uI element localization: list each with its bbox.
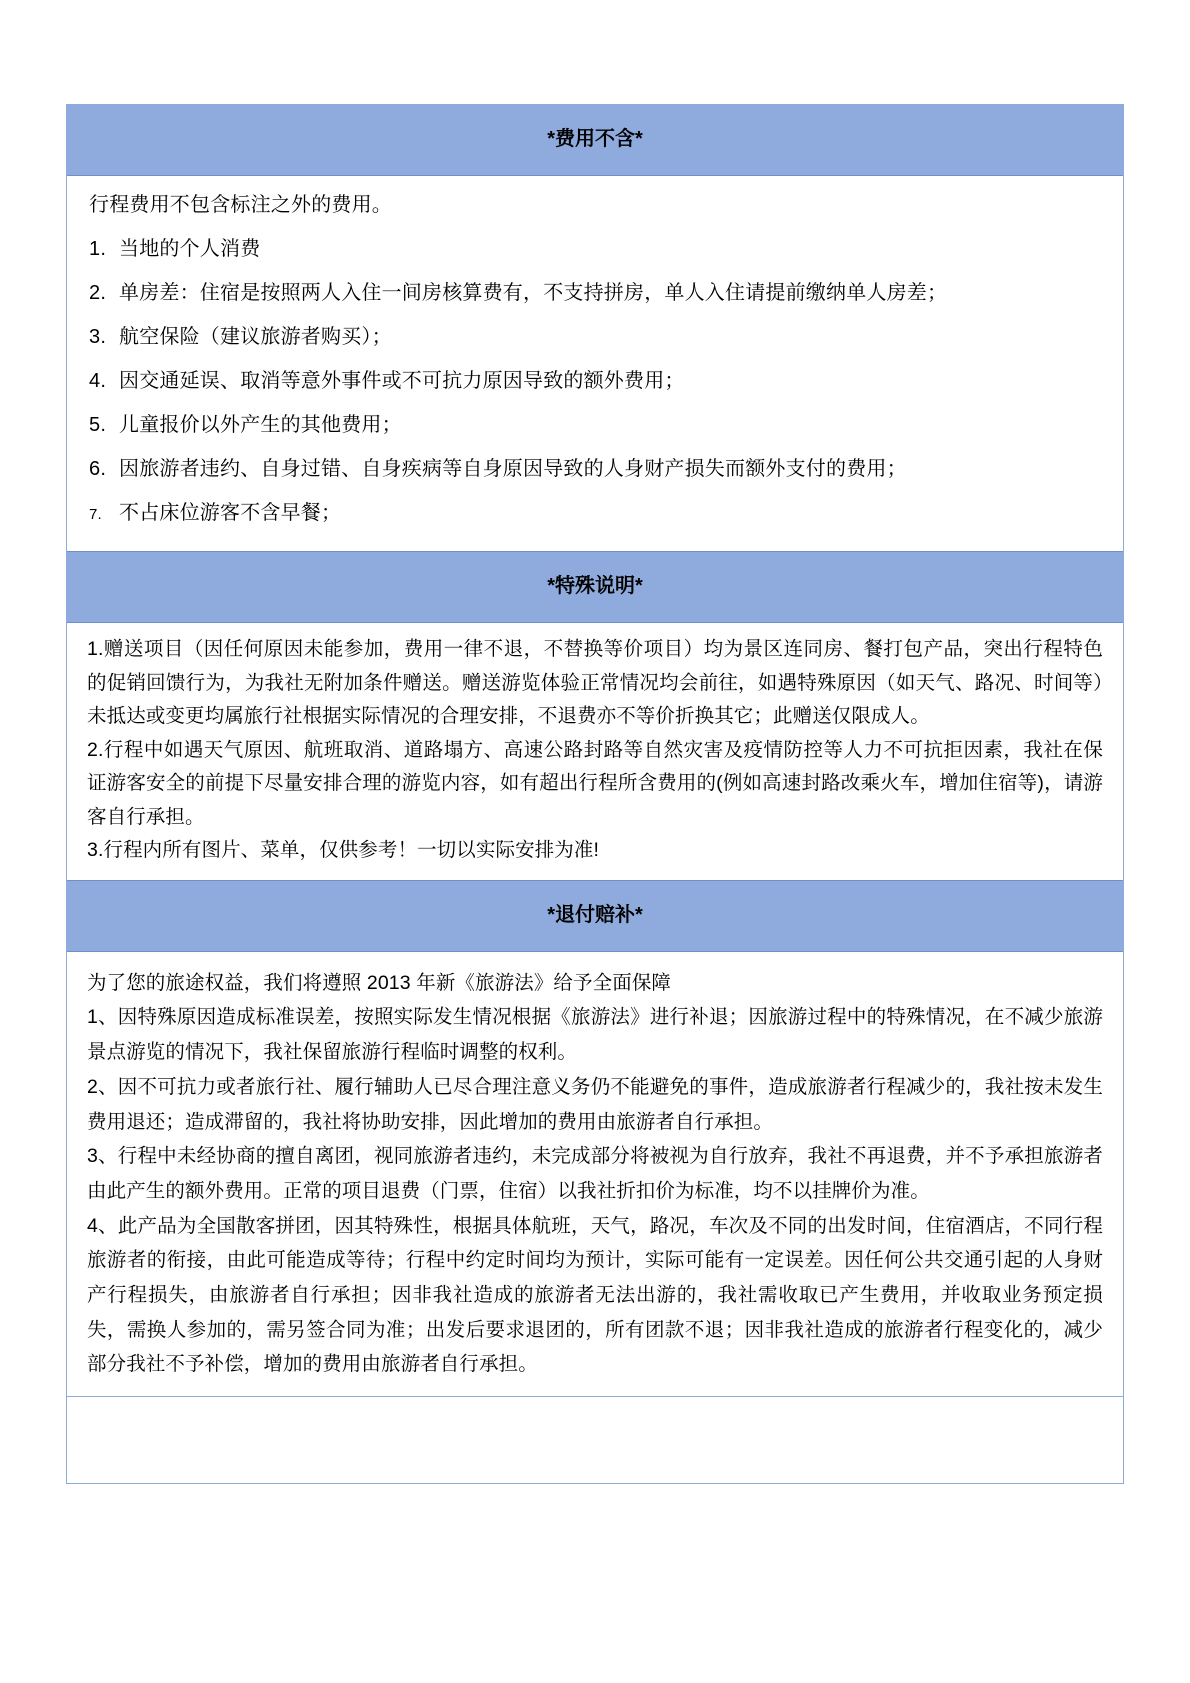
list-item-text: 儿童报价以外产生的其他费用； (119, 414, 402, 436)
list-item-text: 单房差：住宿是按照两人入住一间房核算费有，不支持拼房，单人入住请提前缴纳单人房差； (119, 282, 948, 304)
refund-paragraph: 1、因特殊原因造成标准误差，按照实际发生情况根据《旅游法》进行补退；因旅游过程中的特殊情况，在不减少旅游景点游览的情况下，我社保留旅游行程临时调整的权利。 (87, 1006, 1103, 1064)
list-item-number: 3. (89, 326, 107, 348)
list-item (89, 447, 1101, 491)
list-item (89, 491, 1101, 535)
list-item-number: 2. (89, 282, 107, 304)
refund-paragraph: 2、因不可抗力或者旅行社、履行辅助人已尽合理注意义务仍不能避免的事件，造成旅游者行程减少的，我社按未发生费用退还；造成滞留的，我社将协助安排，因此增加的费用由旅游者自行承担。 (87, 1075, 1103, 1133)
list-item-text: 不占床位游客不含早餐； (119, 502, 342, 524)
special-note-paragraph: 2.行程中如遇天气原因、航班取消、道路塌方、高速公路封路等自然灾害及疫情防控等人力不可抗拒因素，我社在保证游客安全的前提下尽量安排合理的游览内容，如有超出行程所含费用的(例如高速封路改乘火车，增加住宿等)，请游客自行承担。 (87, 738, 1103, 828)
list-item (89, 403, 1101, 447)
list-item (89, 315, 1101, 359)
section-body-special-notes (67, 623, 1123, 880)
list-item-text: 因旅游者违约、自身过错、自身疾病等自身原因导致的人身财产损失而额外支付的费用； (119, 458, 907, 480)
list-item (89, 359, 1101, 403)
refund-paragraph: 4、此产品为全国散客拼团，因其特殊性，根据具体航班，天气，路况，车次及不同的出发时间，住宿酒店，不同行程旅游者的衔接，由此可能造成等待；行程中约定时间均为预计，实际可能有一定误差。因任何公共交通引起的人身财产行程损失，由旅游者自行承担；因非我社造成的旅游者无法出游的，我社需收取已产生费用，并收取业务预定损失，需换人参加的，需另签合同为准；出发后要求退团的，所有团款不退；因非我社造成的旅游者行程变化的，减少部分我社不予补偿，增加的费用由旅游者自行承担。 (87, 1214, 1103, 1376)
section-header-fee-exclusions: *费用不含* (67, 105, 1123, 176)
list-item-text: 当地的个人消费 (119, 238, 261, 260)
section-body-refund-compensation (67, 952, 1123, 1396)
special-note-paragraph: 1.赠送项目（因任何原因未能参加，费用一律不退，不替换等价项目）均为景区连同房、餐打包产品，突出行程特色的促销回馈行为，为我社无附加条件赠送。赠送游览体验正常情况均会前往，如遇特殊原因（如天气、路况、时间等）未抵达或变更均属旅行社根据实际情况的合理安排，不退费亦不等价折换其它；此赠送仅限成人。 (87, 638, 1103, 728)
refund-paragraph: 为了您的旅途权益，我们将遵照 2013 年新《旅游法》给予全面保障 (87, 971, 672, 994)
list-item-number: 4. (89, 370, 107, 392)
list-item (89, 271, 1101, 315)
section-body-fee-exclusions (67, 176, 1123, 551)
section-header-special-notes: *特殊说明* (67, 551, 1123, 623)
section-header-refund-compensation: *退付赔补* (67, 880, 1123, 952)
document-table (66, 104, 1124, 1484)
list-item-number: 6. (89, 458, 107, 480)
list-item-text: 因交通延误、取消等意外事件或不可抗力原因导致的额外费用； (119, 370, 685, 392)
special-note-paragraph: 3.行程内所有图片、菜单，仅供参考！一切以实际安排为准! (87, 839, 599, 862)
list-item-number: 1. (89, 238, 107, 260)
fee-exclusions-lead: 行程费用不包含标注之外的费用。 (89, 194, 392, 216)
list-item-text: 航空保险（建议旅游者购买）； (119, 326, 392, 348)
list-item (89, 227, 1101, 271)
trailing-empty-row (67, 1396, 1123, 1483)
refund-paragraph: 3、行程中未经协商的擅自离团，视同旅游者违约，未完成部分将被视为自行放弃，我社不再退费，并不予承担旅游者由此产生的额外费用。正常的项目退费（门票，住宿）以我社折扣价为标准，均不以挂牌价为准。 (87, 1145, 1103, 1202)
list-item-number: 5. (89, 414, 107, 436)
fee-exclusions-list (89, 227, 1101, 535)
list-item-number: 7. (89, 506, 102, 523)
